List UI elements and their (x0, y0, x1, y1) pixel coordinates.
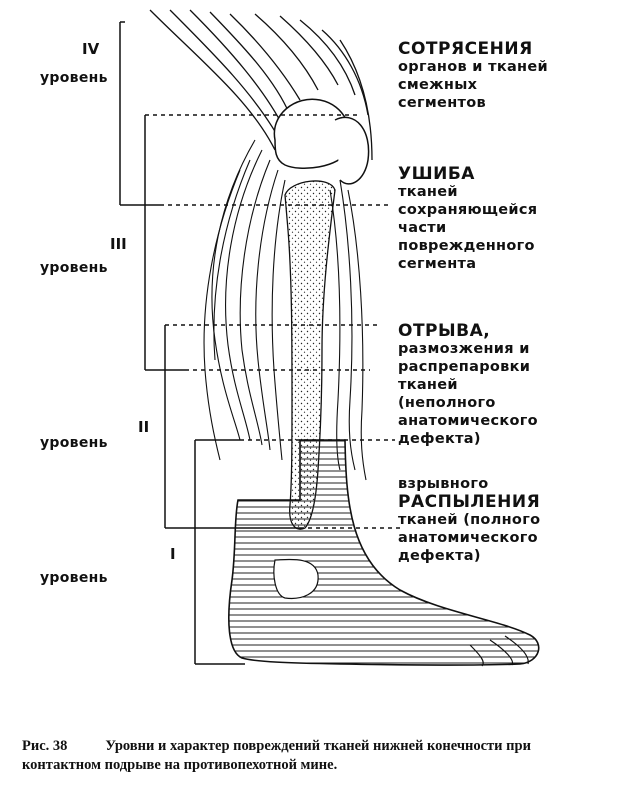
block-concussion-line: органов и тканей (398, 59, 548, 75)
block-contusion (398, 165, 537, 273)
block-avulsion (398, 322, 538, 448)
block-avulsion-line: (неполного (398, 395, 496, 411)
level-1-numeral: I (170, 545, 176, 563)
block-concussion-title: СОТРЯСЕНИЯ (398, 39, 533, 59)
level-4-label: уровень (40, 70, 108, 86)
block-pulverization-pre: взрывного (398, 476, 489, 492)
block-contusion-line: поврежденного (398, 238, 535, 254)
block-contusion-title: УШИБА (398, 164, 475, 184)
calf-muscles (204, 140, 366, 480)
block-avulsion-line: тканей (398, 377, 458, 393)
level-2-label: уровень (40, 435, 108, 451)
block-concussion-line: смежных (398, 77, 478, 93)
block-avulsion-line: распрепаровки (398, 359, 531, 375)
level-4-numeral: IV (82, 40, 100, 58)
block-avulsion-title: ОТРЫВА, (398, 321, 491, 341)
block-avulsion-line: дефекта) (398, 431, 481, 447)
level-2-numeral: II (138, 418, 150, 436)
block-concussion (398, 40, 548, 112)
block-concussion-line: сегментов (398, 95, 486, 111)
block-pulverization-line: тканей (полного (398, 512, 541, 528)
block-contusion-line: сегмента (398, 256, 477, 272)
block-avulsion-line: размозжения и (398, 341, 530, 357)
block-pulverization-line: анатомического (398, 530, 538, 546)
figure-caption-text: Уровни и характер повреждений тканей нижней конечности при контактном подрыве на противопехотной мине. (22, 738, 531, 773)
block-contusion-line: тканей (398, 184, 458, 200)
block-pulverization-line: дефекта) (398, 548, 481, 564)
block-pulverization (398, 475, 540, 565)
ankle-bone (274, 559, 318, 598)
block-avulsion-line: анатомического (398, 413, 538, 429)
level-3-label: уровень (40, 260, 108, 276)
knee-joint (274, 99, 368, 184)
level-1-label: уровень (40, 570, 108, 586)
level-3-numeral: III (110, 235, 127, 253)
block-contusion-line: сохраняющейся (398, 202, 538, 218)
figure-caption (22, 737, 612, 775)
block-contusion-line: части (398, 220, 447, 236)
figure-number: Рис. 38 (22, 738, 68, 754)
block-pulverization-title: РАСПЫЛЕНИЯ (398, 492, 541, 512)
